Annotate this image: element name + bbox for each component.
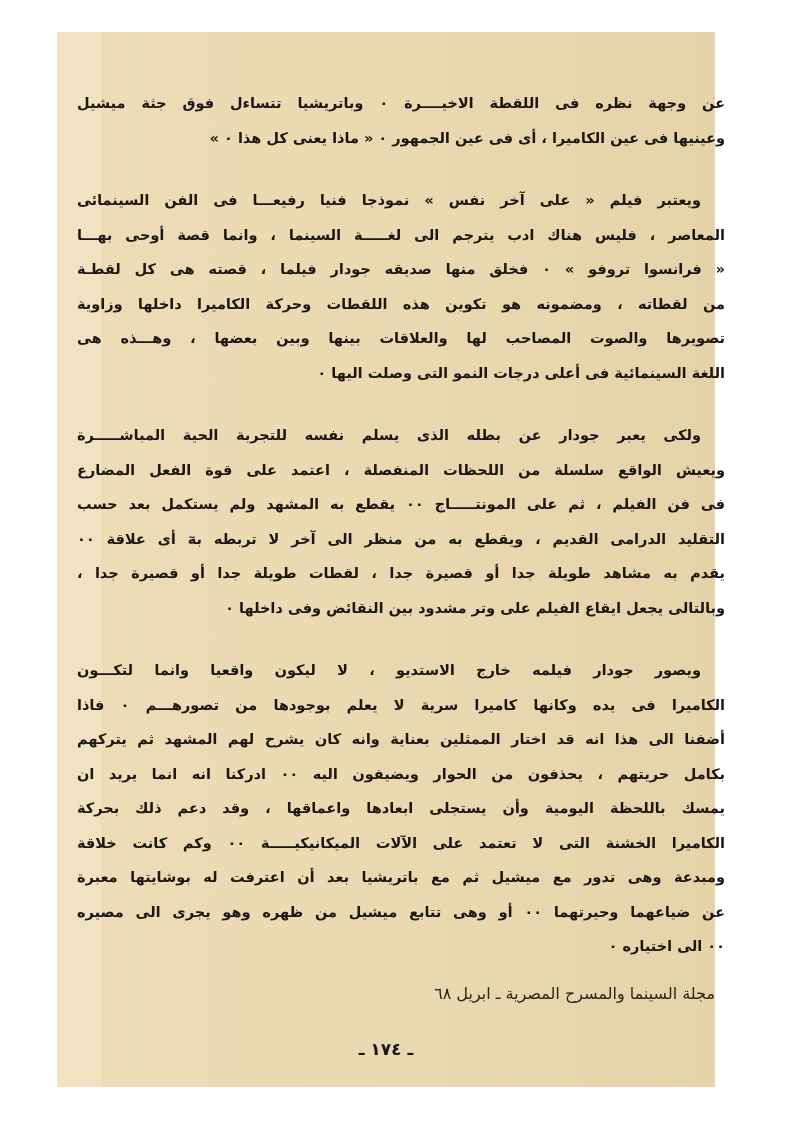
text-line: فى فن الفيلم ، ثم على المونتـــــاج ٠٠ يقطع به المشهد ولم يستكمل بعد حسب [77,497,725,513]
text-line: وبالتالى يجعل ايقاع الفيلم على وتر مشدود بين النقائض وفى داخلها ٠ [225,600,725,617]
text-line: عن ضياعهما وحيرتهما ٠٠ أو وهى تتابع ميشيل من ظهره وهو يجرى الى مصيره [77,904,725,921]
source-caption [155,984,715,1003]
text-line: المعاصر ، فليس هناك ادب يترجم الى لغـــــة السينما ، وانما قصة أوحى بهـــا [77,227,725,244]
text-line: ويعيش الواقع سلسلة من اللحظات المنفصلة ، اعتمد على قوة الفعل المضارع [77,462,725,479]
scanned-page [57,32,725,1087]
source-caption-text: مجلة السينما والمسرح المصرية ـ ابريل ٦٨ [434,984,715,1003]
text-line: الكاميرا الخشنة التى لا تعتمد على الآلات الميكانيكيـــــة ٠٠ وكم كانت خلاقة [77,835,725,852]
page-number: ـ ١٧٤ ـ [358,1040,414,1060]
text-line: تصويرها والصوت المصاحب لها والعلاقات بينها وبين بعضها ، وهـــذه هى [77,331,725,347]
paragraph-1 [77,87,725,156]
paragraph-3 [77,419,725,626]
text-line: يمسك باللحظة اليومية وأن يستجلى ابعادها واعماقها ، وقد دعم ذلك بحركة [77,801,725,817]
paragraph-4 [77,654,725,965]
text-line: ولكى يعبر جودار عن بطله الذى يسلم نفسه للتجربة الحية المباشـــــرة [77,428,701,444]
text-line: عن وجهة نظره فى اللقطة الاخيــــرة ٠ وباتريشيا تتساءل فوق جثة ميشيل [77,96,725,112]
text-line: ويصور جودار فيلمه خارج الاستديو ، لا ليكون واقعيا وانما لتكـــون [77,663,701,679]
text-line: « فرانسوا تروفو » ٠ فخلق منها صديقه جودار فيلما ، قصته هى كل لقطـة [77,262,725,278]
text-line: بكامل حريتهم ، يحذفون من الحوار ويضيفون اليه ٠٠ ادركنا انه انما يريد ان [77,766,725,783]
text-line: التقليد الدرامى القديم ، ويقطع به من منظر الى آخر لا تربطه بهٓ أى علاقة ٠٠ [77,531,725,548]
text-line: أضفنا الى هذا انه قد اختار الممثلين بعناية وانه كان يشرح لهم المشهد ثم يتركهم [77,732,725,748]
text-line: وعينيها فى عين الكاميرا ، أى فى عين الجمهور ٠ « ماذا يعنى كل هذا ٠ » [209,130,725,147]
text-line: يقدم به مشاهد طويلة جدا أو قصيرة جدا ، لقطات طويلة جدا أو قصيرة جدا ، [77,566,725,582]
text-line: من لقطاته ، ومضمونه هو تكوين هذه اللقطات وحركة الكاميرا داخلها وزاوية [77,296,725,313]
text-line: ٠٠ الى اختياره ٠ [608,939,725,955]
text-line: اللغة السينمائية فى أعلى درجات النمو التى وصلت اليها ٠ [317,365,725,382]
text-line: ويعتبر فيلم « على آخر نفس » نموذجا فنيا رفيعـــا فى الفن السينمائى [77,193,701,209]
text-line: ومبدعة وهى تدور مع ميشيل ثم مع باتريشيا بعد أن اعترفت له بوشايتها معبرة [77,870,725,886]
text-line: الكاميرا فى يده وكانها كاميرا سرية لا يعلم بوجودها من تصورهـــم ٠ فاذا [77,697,725,714]
article-body [77,87,725,993]
paragraph-2 [77,184,725,391]
